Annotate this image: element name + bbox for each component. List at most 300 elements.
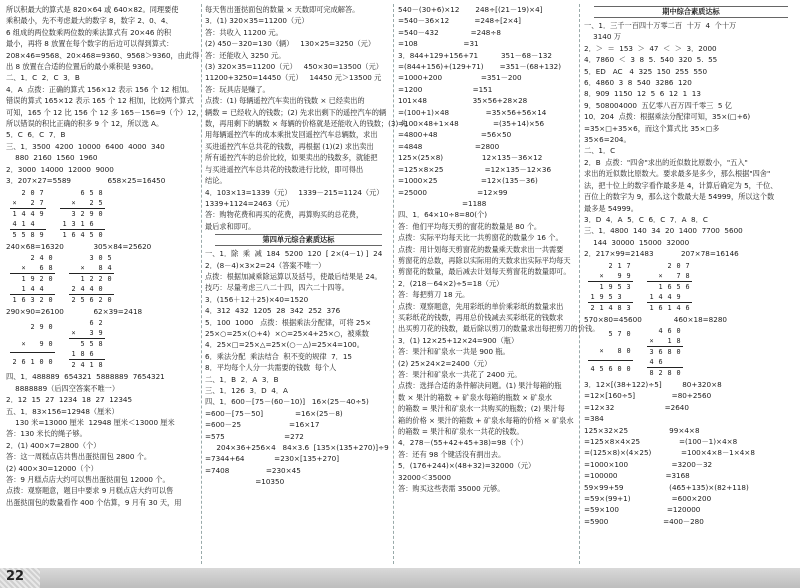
calc-digit: × xyxy=(78,263,87,274)
vertical-calc xyxy=(588,326,633,378)
calc-digit: 2 xyxy=(590,303,595,312)
calc-digit: 4 xyxy=(647,357,656,368)
calc-digit: 8 xyxy=(96,263,105,274)
calc-digit: 4 xyxy=(78,284,87,295)
calc-digit: 0 xyxy=(617,365,622,374)
text-line: 8888889（后四空答案不唯一） xyxy=(6,383,120,393)
text-line: 点拨：观察题意，先用彩纸的单价乘彩纸的数量求出 xyxy=(398,301,564,311)
text-line: 二、1．B 2．A 3．B xyxy=(205,374,279,384)
calc-digit xyxy=(597,326,606,343)
calc-digit: 0 xyxy=(626,330,631,339)
calc-digit: 3 xyxy=(71,209,76,218)
text-line: =540－36×12 =248÷[2×4] xyxy=(398,16,521,26)
calc-digit xyxy=(19,318,28,335)
calc-digit: 1 xyxy=(19,219,28,230)
text-line: =4848 =2800 xyxy=(398,141,500,151)
col2-lines-b xyxy=(205,248,392,488)
calc-digit: 4 xyxy=(39,253,44,262)
calc-digit: 4 xyxy=(608,303,613,312)
text-line: 5．(176+244)×(48+32)=32000（元） xyxy=(398,461,536,471)
text-line: 买进遥控汽车总共花的钱数，再根据 (1)(2) 求出卖出 xyxy=(205,141,374,151)
text-line: =600－25 =16×17 xyxy=(205,420,320,430)
text-line: 一、1．除 乘 减 184 5200 120 [ 2×(4－1) ] 24 xyxy=(205,249,383,259)
calc-digit: 6 xyxy=(685,282,690,291)
text-line: 出买剪刀花的钱数，最后除以剪刀的数量求出每把剪刀的价钱。 xyxy=(398,324,600,334)
calc-digit xyxy=(96,349,105,360)
calc-digit: × xyxy=(597,271,606,282)
calc-digit: 8 xyxy=(98,361,103,370)
calc-digit: 0 xyxy=(676,326,681,335)
calc-digit: 2 xyxy=(87,198,96,209)
text-line: 2．＞ ＝ 153 ＞ 47 ＜ ＞ 3．2000 xyxy=(584,43,717,53)
calc-digit xyxy=(10,284,19,295)
text-line: 4．7860 ＜ 3 8 5. 540 320 5. 55 xyxy=(584,55,718,65)
calc-digit: × xyxy=(10,198,19,209)
text-line: =100×48+1×48 =(35+14)×56 xyxy=(398,119,545,129)
text-line: =1200 =151 xyxy=(398,84,493,94)
calc-digit: 7 xyxy=(674,271,683,282)
text-line: 125×32×25 99×4×8 xyxy=(584,425,700,435)
vertical-calc xyxy=(647,261,692,313)
calc-digit: × xyxy=(19,335,28,353)
page-number: 22 xyxy=(6,569,25,584)
text-line: 出 8 放置在合适的位置后的最小乘积是 9360。 xyxy=(6,62,158,72)
calc-digit xyxy=(19,253,28,263)
calc-digit: 4 xyxy=(676,303,681,312)
text-line: 6．乘法分配 乘法结合 积不变的规律 7．15 xyxy=(205,351,353,361)
text-line: =1000×100 =3200－32 xyxy=(584,459,713,469)
calc-digit: 1 xyxy=(658,282,663,291)
text-line: =35×□+35×6，而这个算式比 35×□多 xyxy=(584,123,720,133)
text-line: (2) 450－320=130（辆） 130×25=3250（元） xyxy=(205,39,376,49)
text-line: 11200+3250=14450（元） 14450 元＞13500 元 xyxy=(205,73,382,83)
calc-digit: 5 xyxy=(80,295,85,304)
text-line: 点拨：(1) 每辆遥控汽车卖出的钱数 × 已经卖出的 xyxy=(205,96,365,106)
col1-top-lines xyxy=(6,4,204,187)
calc-digit: 6 xyxy=(89,295,94,304)
calc-digit: 3 xyxy=(626,303,631,312)
calc-digit xyxy=(624,292,633,303)
calc-digit xyxy=(87,263,96,274)
calc-digit: 4 xyxy=(665,292,674,303)
calc-digit: 8 xyxy=(674,336,683,347)
text-line: (2) 25×24×2=2400（元） xyxy=(398,358,492,368)
text-line: 4．25×□=25×△=25×(○－△)=25×4=100。 xyxy=(205,340,364,350)
text-line: 四、1．488889 654321 5888889 7654321 xyxy=(6,372,165,382)
text-line: 3．(156＋12＋25)×40=1520 xyxy=(205,294,309,304)
calc-digit: 6 xyxy=(21,295,26,304)
calc-digit: 4 xyxy=(80,230,85,239)
calc-digit: 1 xyxy=(665,336,674,347)
text-line: 点拨：实际平均每天比一共剪窗花的数量少 16 个。 xyxy=(398,233,563,243)
text-line: 二、1．C xyxy=(584,146,616,156)
text-line: 答：玩具店是赚了。 xyxy=(205,84,270,94)
text-line: 2．217×99=21483 207×78=16146 xyxy=(584,249,739,259)
calc-digit: × xyxy=(656,271,665,282)
calc-equation-line: 290×90=26100 62×39=2418 xyxy=(6,306,143,316)
text-line: 可知，165 个 12 比 156 个 12 多 165－156=9（个）12， xyxy=(6,107,204,117)
text-line: =(100+1)×48 =35×56+56×14 xyxy=(398,107,547,117)
vertical-calc-group xyxy=(588,326,798,378)
calc-digit: 1 xyxy=(60,219,69,230)
calc-digit: 8 xyxy=(667,347,672,356)
calc-digit: 8 xyxy=(98,188,103,197)
text-line: 答：9 月糕点店大约可以售出蛋挞面包 12000 个。 xyxy=(6,474,170,484)
text-line: 答：果汁和矿泉水一共是 900 瓶。 xyxy=(398,347,510,357)
section-title-midterm: 期中综合素质达标 xyxy=(594,6,788,18)
calc-digit: 8 xyxy=(78,349,87,360)
text-line: 答：130 米长的绳子够。 xyxy=(6,429,87,439)
text-line: 二、1．C 2．C 3．B xyxy=(6,73,80,83)
text-line: =5900 =400－280 xyxy=(584,516,704,526)
text-line: 四、1．64×10÷8=80(个) xyxy=(398,210,488,220)
calc-digit: 5 xyxy=(89,230,94,239)
calc-digit: × xyxy=(69,328,78,339)
calc-digit: 6 xyxy=(667,282,672,291)
text-line: 结论。 xyxy=(205,176,227,186)
text-line: 辆数 = 已经收入的钱数；(2) 先求出剩下的遥控汽车的辆 xyxy=(205,107,387,117)
text-line: 三、1．4800 140 34 20 1400 7700 5600 xyxy=(584,226,743,236)
calc-digit: 1 xyxy=(89,361,94,370)
text-line: 5．ED AC 4 325 150 255 550 xyxy=(584,66,708,76)
calc-digit: 1 xyxy=(30,357,35,366)
text-line: 208×46=9568、20×468=9360、9568＞9360，由此得 xyxy=(6,50,200,60)
calc-digit: 0 xyxy=(624,343,633,361)
calc-digit xyxy=(19,198,28,209)
calc-digit xyxy=(647,261,656,271)
text-line: 2．12 15 27 1234 18 27 12345 xyxy=(6,395,133,405)
calc-digit: 5 xyxy=(676,282,681,291)
calc-digit xyxy=(588,326,597,343)
calc-digit: 7 xyxy=(626,261,631,270)
calc-digit: 4 xyxy=(28,219,37,230)
calc-digit xyxy=(78,198,87,209)
calc-digit: 0 xyxy=(107,295,112,304)
calc-digit xyxy=(37,219,46,230)
calc-digit: 5 xyxy=(21,230,26,239)
text-line: 所以积最大的算式是 820×64 或 640×82。同理要使 xyxy=(6,5,179,14)
calc-digit xyxy=(665,357,674,368)
calc-digit: 0 xyxy=(676,368,681,377)
text-line: =(125×8)×(4×25) =100×4×8－1×4×8 xyxy=(584,448,755,458)
calc-digit: 1 xyxy=(12,209,17,218)
text-line: 答：购物花费和再买的花费，再算购买的总花费， xyxy=(205,210,364,220)
calc-digit: 4 xyxy=(30,209,35,218)
calc-digit: 0 xyxy=(39,357,44,366)
text-line: 答：每把剪刀 18 元。 xyxy=(398,290,470,300)
text-line: 10．204 点拨：根据乘法分配律可知，35×(□+6) xyxy=(584,112,751,122)
calc-digit xyxy=(10,253,19,263)
calc-digit: 0 xyxy=(48,357,53,366)
calc-digit: 0 xyxy=(107,274,112,283)
text-line: 百位上的数字为 9，那么这个数最大是 54999，所以这个数 xyxy=(584,192,775,202)
text-line: 出蛋挞面包的数量看作 400 个估算，9 月有 30 天，用 xyxy=(6,497,182,507)
calc-digit: 4 xyxy=(37,284,46,295)
col4-lines-a xyxy=(584,20,798,260)
text-line: =7344+64 =230×[135+270] xyxy=(205,454,340,464)
calc-digit: 6 xyxy=(21,357,26,366)
text-line: 所有遥控汽车的总价比较，如果卖出的钱数多，就能把 xyxy=(205,153,378,163)
calc-digit xyxy=(10,273,19,284)
text-line: =540－432 =248÷8 xyxy=(398,27,501,37)
calc-digit: 2 xyxy=(39,295,44,304)
text-line: 3．12×[(38+122)÷5] 80+320×8 xyxy=(584,379,722,389)
page-footer xyxy=(0,568,800,588)
vertical-calc-group xyxy=(10,188,204,240)
calc-digit: 0 xyxy=(48,295,53,304)
calc-digit: 2 xyxy=(98,295,103,304)
text-line: 用每辆遥控汽车的成本乘批发回遥控汽车总辆数，求出 xyxy=(205,130,378,140)
vertical-calc xyxy=(69,253,114,305)
calc-digit: × xyxy=(19,263,28,274)
calc-digit: 5 xyxy=(96,198,105,209)
text-line: 剪窗花的数量，最后减去计划每天剪窗花的数量即可。 xyxy=(398,267,571,277)
text-line: 3．D 4．A 5．C 6．C 7．A 8．C xyxy=(584,214,708,224)
calc-digit: 3 xyxy=(69,219,78,230)
text-line: =1000+200 =351－200 xyxy=(398,73,522,83)
calc-digit: 5 xyxy=(606,292,615,303)
calc-digit: 6 xyxy=(37,263,46,274)
calc-digit: 4 xyxy=(590,365,595,374)
text-line: 数 × 果汁的箱数 + 矿泉水每箱的瓶数 × 矿泉水 xyxy=(398,392,552,402)
vertical-calc xyxy=(10,318,55,370)
calc-digit: 5 xyxy=(107,253,112,262)
vertical-calc xyxy=(588,261,633,313)
text-line: 1339+1124=2463（元） xyxy=(205,198,294,208)
calc-digit: 0 xyxy=(98,253,103,262)
calc-digit xyxy=(588,261,597,271)
calc-digit: 0 xyxy=(96,284,105,295)
calc-digit xyxy=(656,261,665,271)
text-line: 三、1．3500 4200 10000 6400 4000 340 xyxy=(6,141,165,151)
text-line: =108 =31 xyxy=(398,39,479,49)
calc-digit xyxy=(10,263,19,274)
calc-digit: 0 xyxy=(676,261,681,270)
text-line: 最后求和即可。 xyxy=(205,221,256,231)
text-line: 35×6=204。 xyxy=(584,135,631,145)
calc-digit: 8 xyxy=(615,343,624,361)
text-line: 四、1．600－[75－(60－10)] 16×(25－40÷5) xyxy=(205,397,369,407)
text-line: 4．278－(55+42+45+38)=98（个） xyxy=(398,438,528,448)
calc-digit: 1 xyxy=(667,303,672,312)
calc-digit: 1 xyxy=(617,261,622,270)
calc-digit: 0 xyxy=(98,230,103,239)
text-line: 130 米=13000 厘米 12948 厘米＜13000 厘米 xyxy=(6,417,175,427)
text-line: =600－[75－50] =16×(25－8) xyxy=(205,408,343,418)
text-line: 880 2160 1560 1960 xyxy=(6,153,98,163)
calc-digit: 9 xyxy=(674,292,683,303)
calc-digit: 5 xyxy=(89,188,94,197)
calc-digit xyxy=(96,219,105,230)
text-line: 2．B 点拨："四舍"求出的近似数比原数小，"五入" xyxy=(584,157,748,167)
calc-digit: 2 xyxy=(98,319,103,328)
text-line: =125×8×25 =12×135－12×36 xyxy=(398,164,552,174)
text-line: 答：还能收入 3250 元。 xyxy=(205,50,286,60)
calc-digit: 9 xyxy=(39,230,44,239)
text-line: 540－(30+6)×12 248÷[(21－19)×4] xyxy=(398,5,543,14)
calc-equation-line: 240×68=16320 305×84=25620 xyxy=(6,241,152,251)
calc-digit: 4 xyxy=(28,284,37,295)
calc-digit: 2 xyxy=(608,261,613,270)
text-line: 5．100 1000 点拨：根据乘法分配律，可将 25× xyxy=(205,317,372,327)
calc-digit: 6 xyxy=(89,319,94,328)
text-line: 答：还有 98 个键活没有捐出去。 xyxy=(398,449,506,459)
text-line: 8．平均每个人分一共需要的钱数 每个人 xyxy=(205,363,337,373)
calc-digit xyxy=(69,188,78,198)
calc-digit: 3 xyxy=(649,347,654,356)
calc-digit xyxy=(28,263,37,274)
text-line: 2．3000 14000 12000 9000 xyxy=(6,164,114,174)
calc-digit: 4 xyxy=(658,326,663,335)
calc-digit: 5 xyxy=(12,230,17,239)
calc-digit: × xyxy=(69,198,78,209)
text-line: 6 组成的两位数乘两位数的乘法算式有 20×46 的积 xyxy=(6,27,172,37)
calc-digit xyxy=(69,339,78,350)
calc-digit: 1 xyxy=(599,303,604,312)
text-line: 的箱数 = 果汁和矿泉水一共购买的瓶数；(2) 果汁每 xyxy=(398,404,565,414)
text-line: 与买进遥控汽车总共花的钱数进行比较，即可得出 xyxy=(205,164,364,174)
text-line: 最多是 54999。 xyxy=(584,203,638,213)
calc-digit: 1 xyxy=(62,230,67,239)
col4-lines-b xyxy=(584,379,798,527)
calc-digit: × xyxy=(597,343,606,361)
calc-digit: 7 xyxy=(617,330,622,339)
calc-digit: 6 xyxy=(87,349,96,360)
calc-digit: 8 xyxy=(617,303,622,312)
calc-digit: 0 xyxy=(46,335,55,353)
text-line: 6．4860 3 8 540 3286 120 xyxy=(584,78,692,88)
calc-digit: 7 xyxy=(39,188,44,197)
calc-digit: 2 xyxy=(28,198,37,209)
text-line: 4．103×13=1339（元） 1339－215=1124（元） xyxy=(205,187,384,197)
calc-digit: 6 xyxy=(80,188,85,197)
calc-digit: 1 xyxy=(80,274,85,283)
calc-digit xyxy=(60,198,69,209)
text-line: 3．844+129+156+71 351－68－132 xyxy=(398,50,552,60)
calc-digit: 2 xyxy=(30,322,35,331)
text-line: 箱的价格 × 果汁的箱数 + 矿泉水每箱的价格 × 矿泉水 xyxy=(398,415,574,425)
calc-digit: 9 xyxy=(37,335,46,353)
calc-digit: 1 xyxy=(647,292,656,303)
calc-digit: 4 xyxy=(80,361,85,370)
answer-column-4 xyxy=(582,0,800,572)
calc-digit: 8 xyxy=(649,368,654,377)
calc-digit xyxy=(665,271,674,282)
calc-digit: 0 xyxy=(676,347,681,356)
calc-digit: 1 xyxy=(12,295,17,304)
text-line: 3．(1) 12×25+12×24=900（瓶） xyxy=(398,335,519,345)
calc-digit: 9 xyxy=(597,292,606,303)
text-line: 点拨：用计划每天剪窗花的数量乘天数求出一共需要 xyxy=(398,244,564,254)
text-line: 144 30000 15000 32000 xyxy=(584,237,690,247)
calc-digit xyxy=(588,271,597,282)
calc-digit: 2 xyxy=(12,357,17,366)
text-line: =25000 =12×99 xyxy=(398,187,508,197)
text-line: 一、1．三千一百四十万零二百 十万 4 个十万 xyxy=(584,21,737,30)
vertical-calc xyxy=(647,326,683,378)
calc-digit: 2 xyxy=(21,188,26,197)
calc-digit: 1 xyxy=(649,303,654,312)
calc-digit: 4 xyxy=(656,292,665,303)
calc-digit xyxy=(606,343,615,361)
calc-equation-line: 570×80=45600 460×18=8280 xyxy=(584,314,727,324)
calc-digit: 4 xyxy=(10,219,19,230)
calc-digit: 8 xyxy=(98,340,103,349)
calc-digit: 3 xyxy=(89,253,94,262)
calc-digit: 5 xyxy=(608,330,613,339)
calc-digit: 8 xyxy=(46,263,55,274)
text-line: =575 =272 xyxy=(205,431,304,441)
text-line: 错误的算式 165×12 表示 165 个 12 相加，比较两个算式 xyxy=(6,96,194,106)
text-line: 答：这一周糕点店共售出蛋挞面包 2800 个。 xyxy=(6,452,152,462)
calc-digit: 9 xyxy=(624,271,633,282)
calc-digit: 5 xyxy=(599,365,604,374)
calc-digit xyxy=(105,284,114,295)
calc-digit: 7 xyxy=(685,261,690,270)
text-line: 4．A 点拨：正确的算式 156×12 表示 156 个 12 相加。 xyxy=(6,84,194,94)
text-line: 三、1．126 3．D 4．A xyxy=(205,386,288,395)
text-line: =59×(99+1) =600×200 xyxy=(584,494,712,503)
calc-digit xyxy=(588,281,597,292)
text-line: 4．312 432 1205 28 342 252 376 xyxy=(205,306,341,316)
text-line: 2．(8－4)×3×2=24（答案不唯一） xyxy=(205,260,326,270)
calc-digit: 8 xyxy=(683,271,692,282)
text-line: 答：购买这些表需 35000 元够。 xyxy=(398,484,505,494)
calc-digit: 5 xyxy=(617,282,622,291)
calc-digit: 9 xyxy=(30,274,35,283)
text-line: 点拨：选择合适的条件解决问题。(1) 果汁每箱的瓶 xyxy=(398,381,562,391)
text-line: 点拨：根据加减乘除运算以及括号，使最后结果是 24。 xyxy=(205,271,382,281)
text-line: 5．C 6．C 7．B xyxy=(6,130,66,140)
calc-digit: 7 xyxy=(37,198,46,209)
text-line: =1188 xyxy=(398,198,487,208)
calc-digit xyxy=(69,318,78,328)
vertical-calc xyxy=(10,188,46,240)
calc-digit: 6 xyxy=(658,303,663,312)
text-line: 买彩纸花的钱数，再用总价钱减去买彩纸花的钱数求 xyxy=(398,312,564,322)
text-line: =100000 =3168 xyxy=(584,471,690,481)
text-line: =(844+156)+(129+71) =351－(68+132) xyxy=(398,62,562,72)
calc-digit: 6 xyxy=(658,347,663,356)
calc-digit: 0 xyxy=(48,322,53,331)
text-line: 答：果汁和矿泉水一共花了 2400 元。 xyxy=(398,370,522,379)
vertical-calc-group xyxy=(10,253,204,305)
calc-digit xyxy=(60,208,69,219)
calc-digit: 8 xyxy=(30,230,35,239)
text-line: 125×(25×8) 12×135－36×12 xyxy=(398,153,543,163)
calc-digit: 8 xyxy=(667,368,672,377)
calc-digit: 9 xyxy=(608,282,613,291)
calc-digit xyxy=(10,188,19,198)
text-line: =125×8×4×25 =(100－1)×4×8 xyxy=(584,436,738,446)
calc-digit xyxy=(647,326,656,336)
calc-digit xyxy=(69,273,78,284)
calc-digit: 5 xyxy=(80,340,85,349)
calc-digit: 2 xyxy=(71,295,76,304)
calc-digit: 1 xyxy=(69,349,78,360)
text-line: 答：他们平均每天剪的窗花的数量是 80 个。 xyxy=(398,221,542,231)
calc-digit: 1 xyxy=(21,274,26,283)
text-line: 3．(1) 320×35=11200（元） xyxy=(205,16,309,26)
col2-lines-a xyxy=(205,4,408,232)
calc-digit: 0 xyxy=(626,365,631,374)
calc-digit: 6 xyxy=(87,219,96,230)
calc-digit: 9 xyxy=(615,271,624,282)
text-line: 乘积最小，先不考虑最大的数字 8，数字 2、0、4、 xyxy=(6,16,173,26)
calc-digit: 3 xyxy=(626,282,631,291)
text-line: 剪窗花的总数，再除以实际用的天数求出实际平均每天 xyxy=(398,255,571,265)
calc-digit xyxy=(597,261,606,271)
